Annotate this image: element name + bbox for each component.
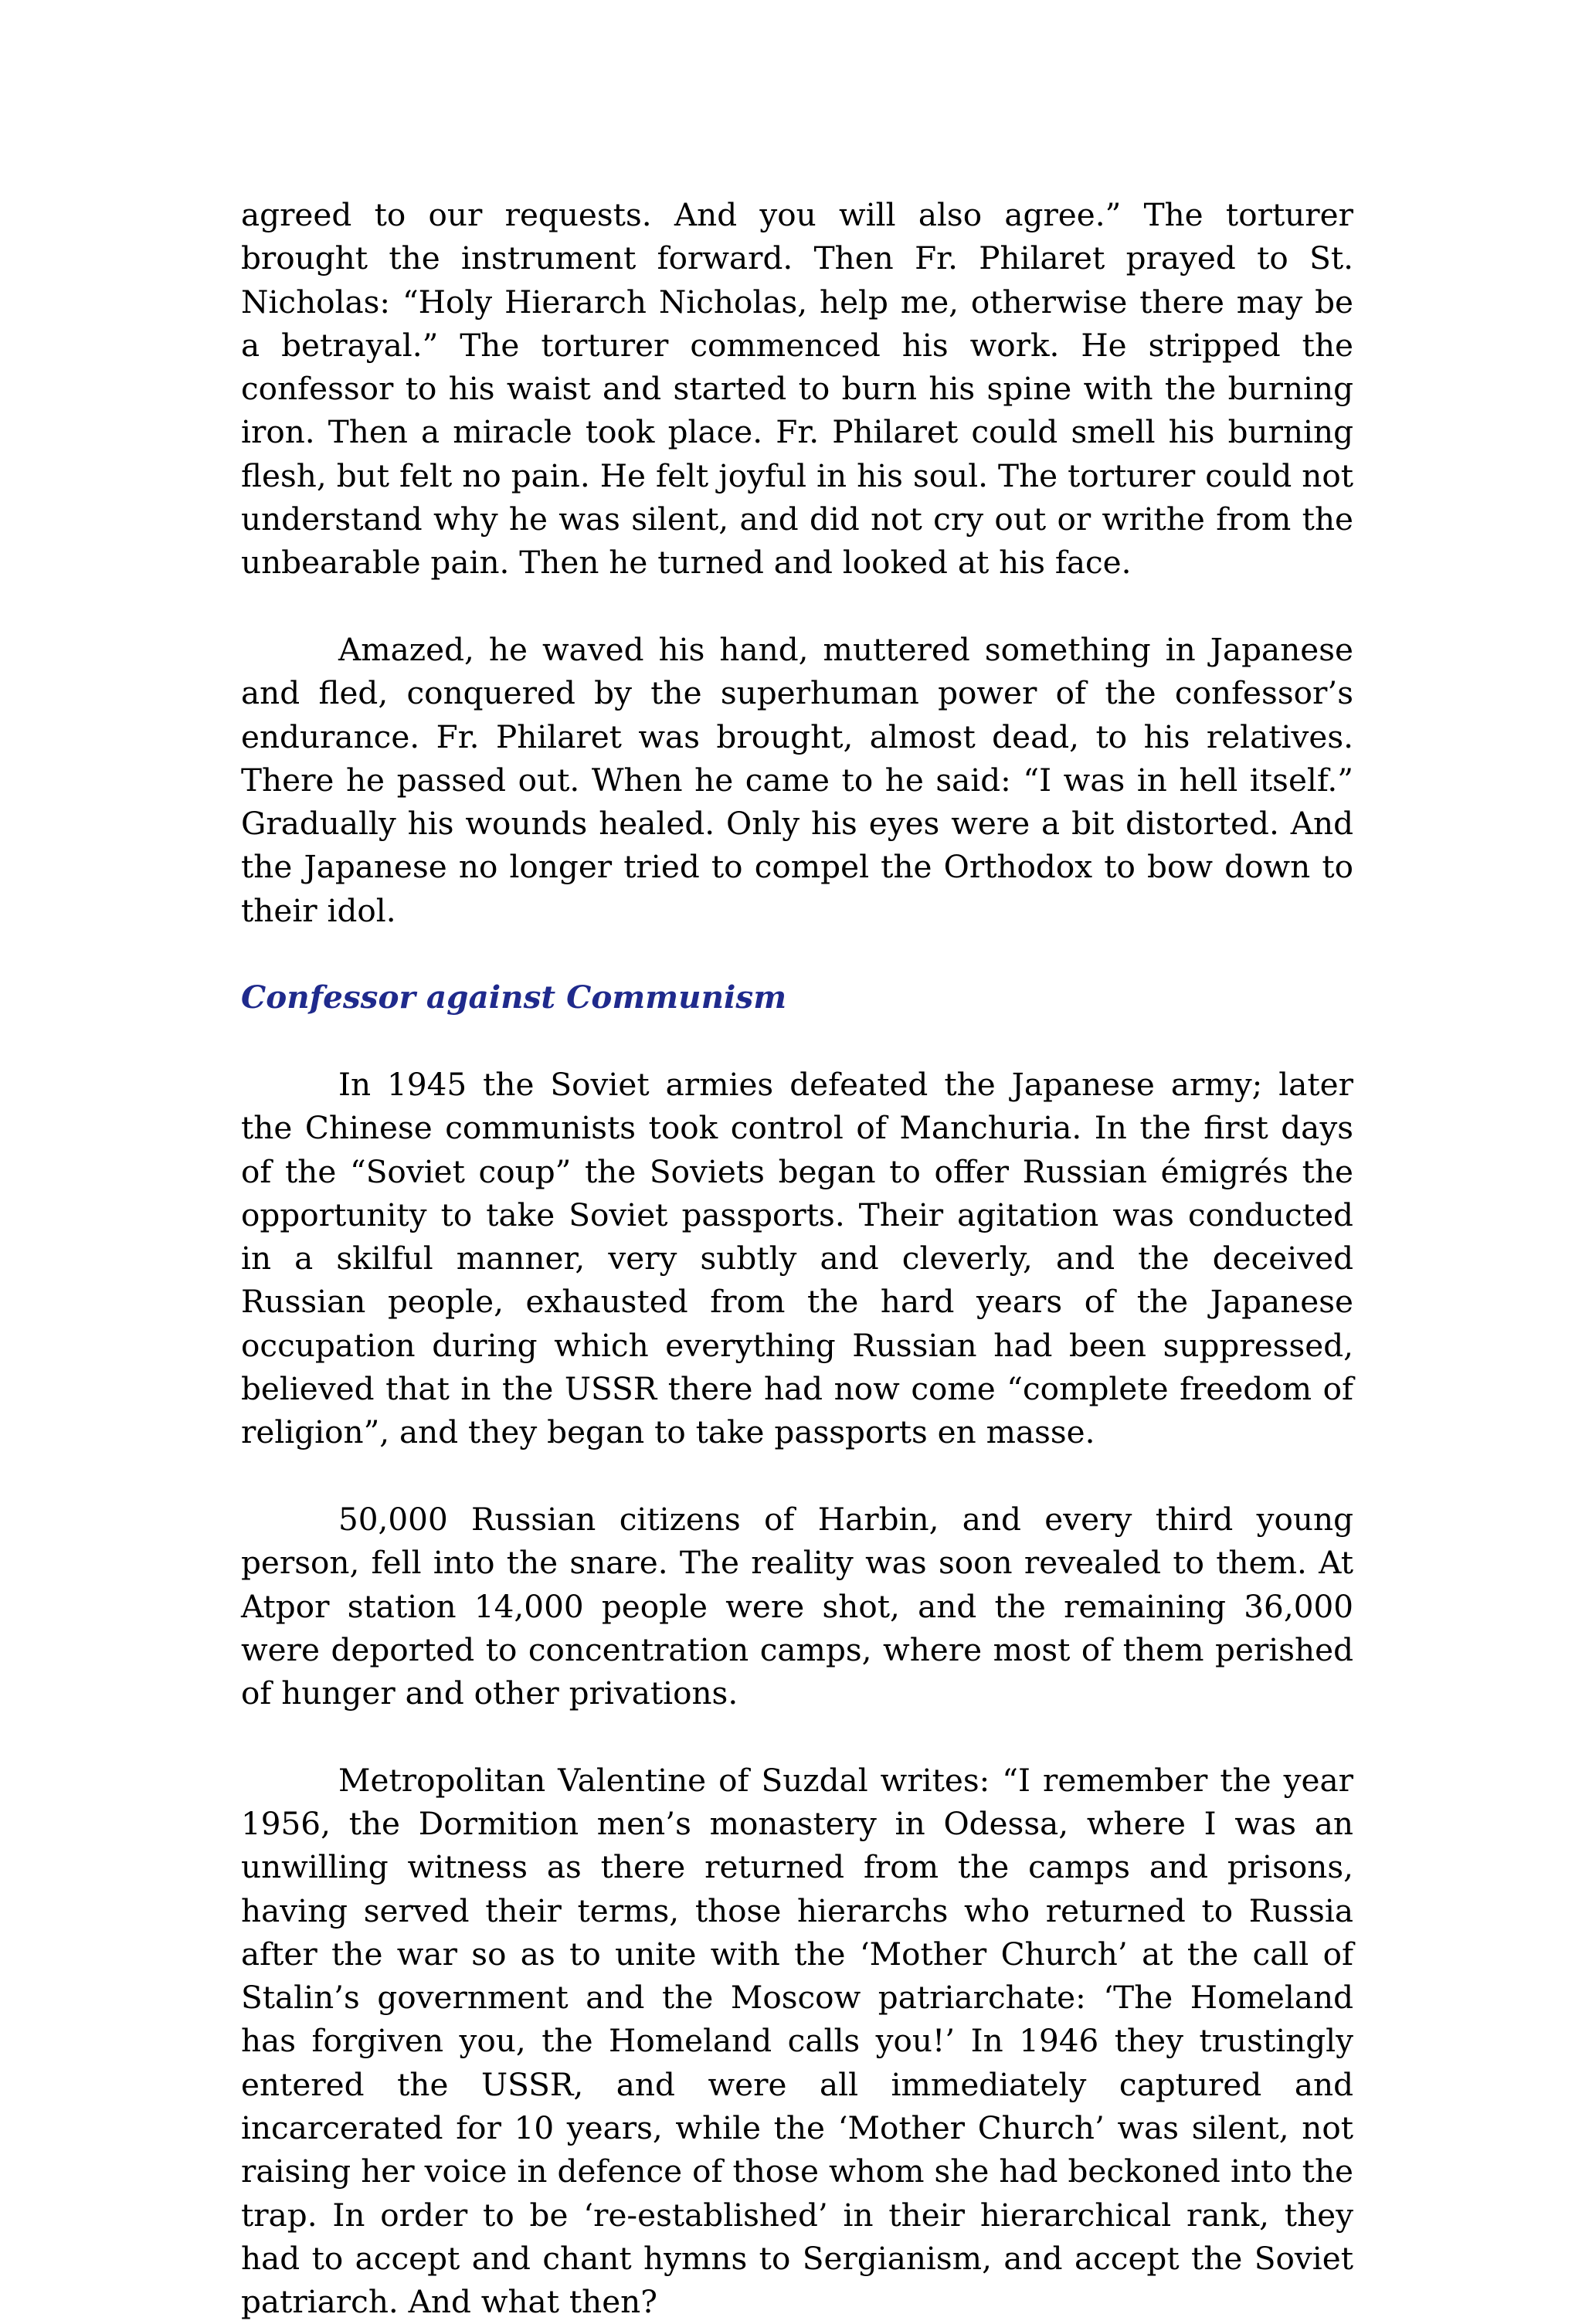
- paragraph-valentine: Metropolitan Valentine of Suzdal writes: “I remember the year 1956, the Dormition men’s monastery in Odessa, where I was an unwilling witness as there returned from the camps and prisons, having served their terms, those hierarchs who returned to Russia after the war so as to unite with the ‘Mother Church’ at the call of Stalin’s government and the Moscow patriarchate: ‘The Homeland has forgiven you, the Homeland calls you!’ In 1946 they trustingly entered the USSR, and were all immediately captured and incarcerated for 10 years, while the ‘Mother Church’ was silent, not raising her voice in defence of those whom she had beckoned into the trap. In order to be ‘re-established’ in their hierarchical rank, they had to accept and chant hymns to Sergianism, and accept the Soviet patriarch. And what then?: [241, 1761, 1353, 2321]
- paragraph-1945: In 1945 the Soviet armies defeated the Japanese army; later the Chinese communists took control of Manchuria. In the first days of the “Soviet coup” the Soviets began to offer Russian émigrés the opportunity to take Soviet passports. Their agitation was conducted in a skilful manner, very subtly and cleverly, and the deceived Russian people, exhausted from the hard years of the Japanese occupation during which everything Russian had been suppressed, believed that in the USSR there had now come “complete freedom of religion”, and they began to take passports en masse.: [241, 1065, 1353, 1451]
- section-heading: Confessor against Communism: [241, 979, 787, 1016]
- paragraph-gap: [241, 585, 1353, 628]
- document-page: [241, 193, 1353, 2324]
- paragraph-amazed: Amazed, he waved his hand, muttered something in Japanese and fled, conquered by the superhuman power of the confessor’s endurance. Fr. Philaret was brought, almost dead, to his relatives. There he passed out. When he came to he said: “I was in hell itself.” Gradually his wounds healed. Only his eyes were a bit distorted. And the Japanese no longer tried to compel the Orthodox to bow down to their idol.: [241, 630, 1353, 929]
- paragraph-gap: [241, 932, 1353, 975]
- paragraph-gap: [241, 1715, 1353, 1758]
- paragraph-torture: agreed to our requests. And you will also agree.” The torturer brought the instrument forward. Then Fr. Philaret prayed to St. Nicholas: “Holy Hierarch Nicholas, help me, otherwise there may be a betrayal.” The torturer commenced his work. He stripped the confessor to his waist and started to burn his spine with the burning iron. Then a miracle took place. Fr. Philaret could smell his burning flesh, but felt no pain. He felt joyful in his soul. The torturer could not understand why he was silent, and did not cry out or writhe from the unbearable pain. Then he turned and looked at his face.: [241, 196, 1353, 582]
- paragraph-harbin: 50,000 Russian citizens of Harbin, and every third young person, fell into the snare. The reality was soon revealed to them. At Atpor station 14,000 people were shot, and the remaining 36,000 were deported to concentration camps, where most of them perished of hunger and other privations.: [241, 1500, 1353, 1712]
- paragraph-gap: [241, 1020, 1353, 1063]
- paragraph-gap: [241, 1454, 1353, 1498]
